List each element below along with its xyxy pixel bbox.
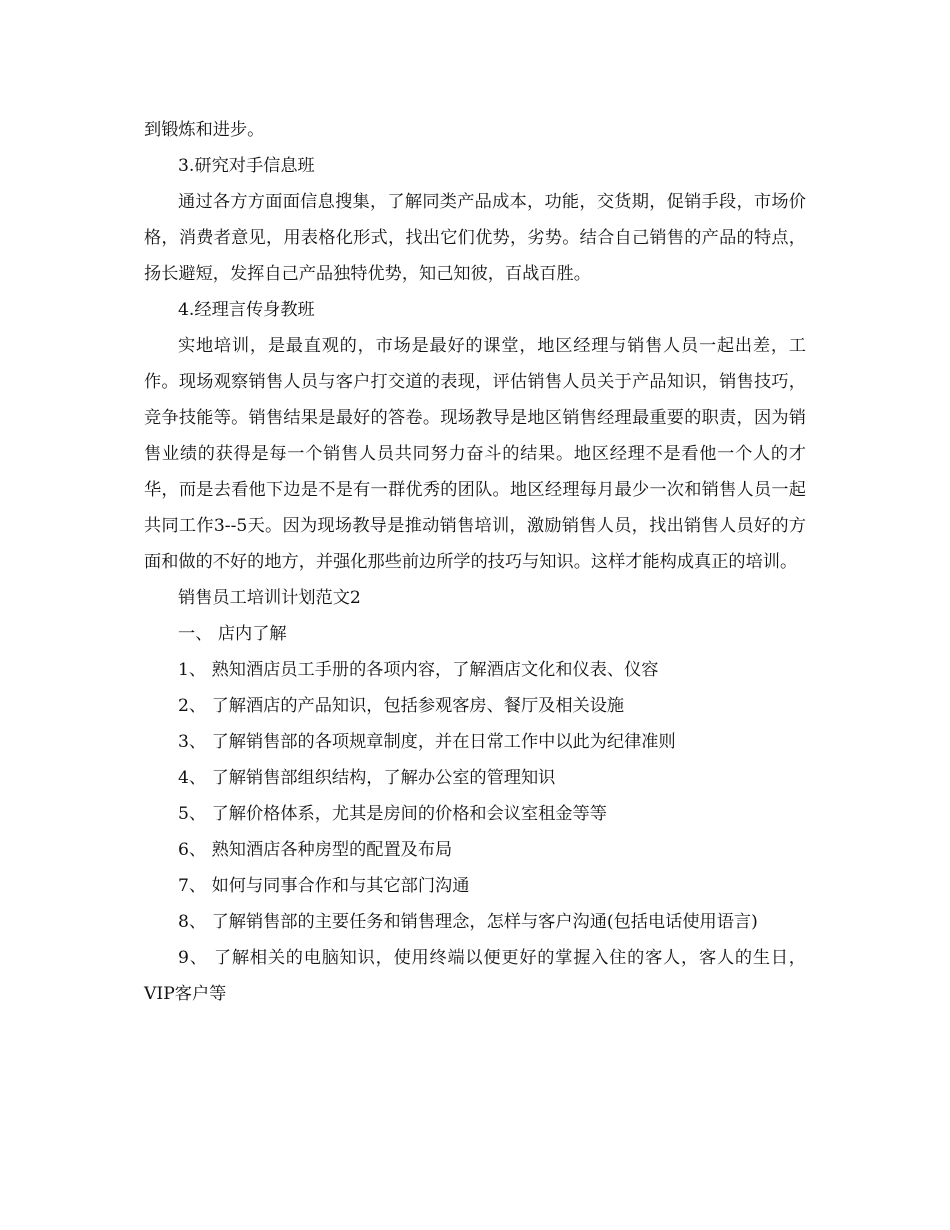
paragraph-competitor-info: 通过各方方面面信息搜集，了解同类产品成本，功能，交货期，促销手段，市场价格，消费者意见，用表格化形式，找出它们优势，劣势。结合自己销售的产品的特点，扬长避短，发挥自己产品独特优势，知己知彼，百战百胜。 [144, 192, 806, 284]
list-item-3: 3、 了解销售部的各项规章制度，并在日常工作中以此为纪律准则 [178, 732, 676, 752]
list-item-9: 9、 了解相关的电脑知识，使用终端以便更好的掌握入住的客人，客人的生日，VIP客户等 [144, 948, 806, 1004]
list-item-7: 7、 如何与同事合作和与其它部门沟通 [178, 876, 470, 896]
section-title-sample-2: 销售员工培训计划范文2 [178, 588, 361, 608]
list-item-6: 6、 熟知酒店各种房型的配置及布局 [178, 840, 453, 860]
document-page [144, 112, 806, 1012]
list-item-4: 4、 了解销售部组织结构，了解办公室的管理知识 [178, 768, 556, 788]
list-item-2: 2、 了解酒店的产品知识，包括参观客房、餐厅及相关设施 [178, 696, 625, 716]
paragraph-field-training: 实地培训，是最直观的，市场是最好的课堂，地区经理与销售人员一起出差，工作。现场观察销售人员与客户打交道的表现，评估销售人员关于产品知识，销售技巧，竞争技能等。销售结果是最好的答卷。现场教导是地区销售经理最重要的职责，因为销售业绩的获得是每一个销售人员共同努力奋斗的结果。地区经理不是看他一个人的才华，而是去看他下边是不是有一群优秀的团队。地区经理每月最少一次和销售人员一起共同工作3--5天。因为现场教导是推动销售培训，激励销售人员，找出销售人员好的方面和做的不好的地方，并强化那些前边所学的技巧与知识。这样才能构成真正的培训。 [144, 336, 806, 572]
heading-manager-coaching: 4.经理言传身教班 [178, 300, 315, 320]
heading-in-store-understanding: 一、 店内了解 [178, 624, 287, 644]
list-item-1: 1、 熟知酒店员工手册的各项内容，了解酒店文化和仪表、仪容 [178, 660, 659, 680]
list-item-8: 8、 了解销售部的主要任务和销售理念，怎样与客户沟通(包括电话使用语言) [178, 912, 758, 932]
heading-research-competitors: 3.研究对手信息班 [178, 156, 315, 176]
paragraph-continuation: 到锻炼和进步。 [144, 120, 265, 140]
list-item-5: 5、 了解价格体系，尤其是房间的价格和会议室租金等等 [178, 804, 607, 824]
